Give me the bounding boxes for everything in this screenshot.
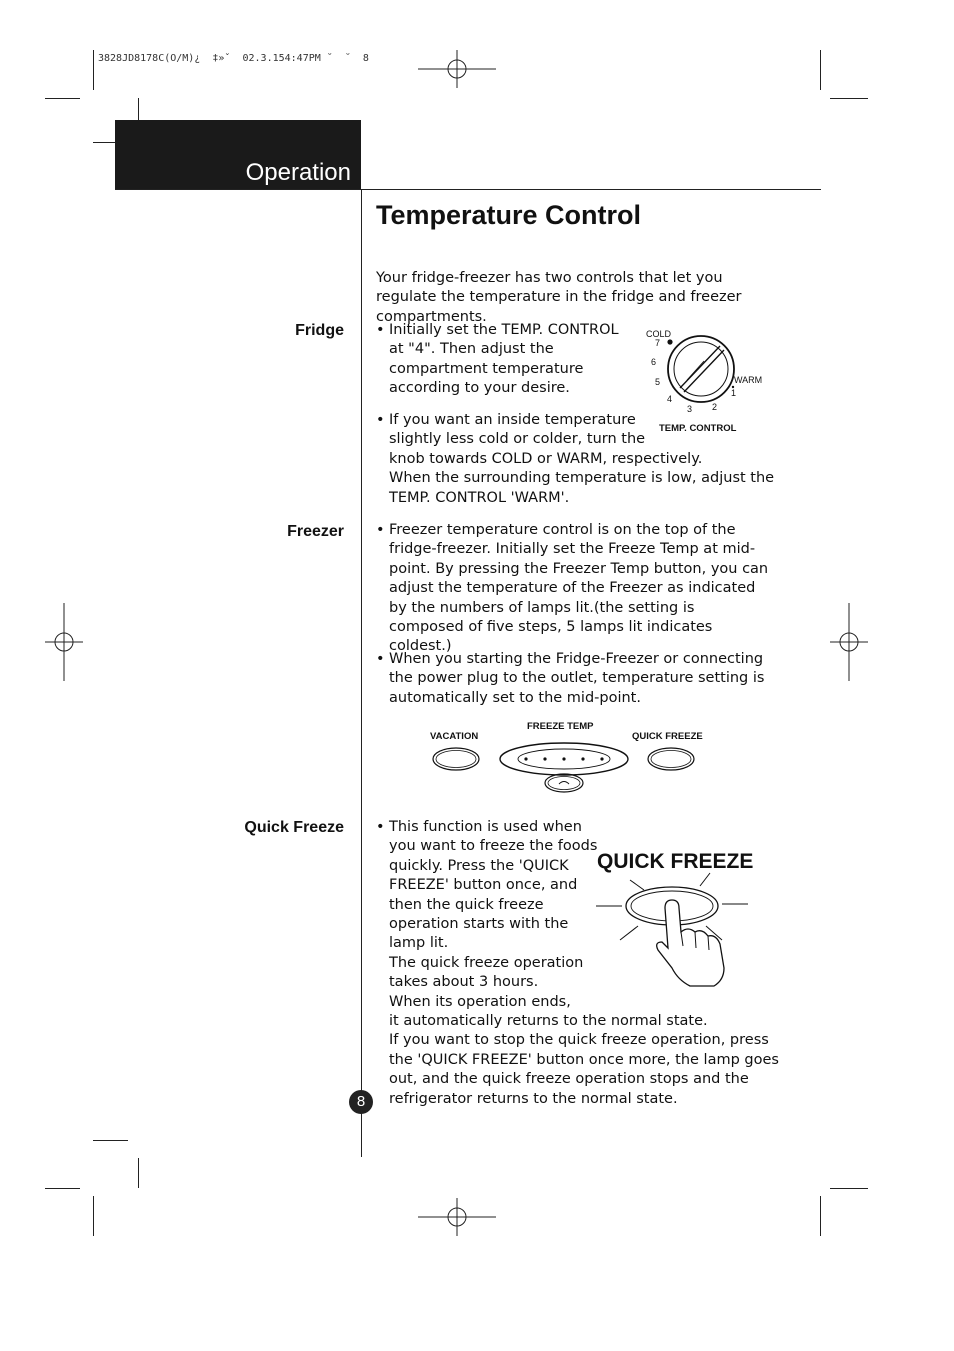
dial-number: 6 xyxy=(651,357,657,367)
print-header: 3828JD8178C(O/M)¿ ‡»ˇ 02.3.154:47PM ˘ ˘ 8 xyxy=(98,53,369,64)
registration-mark-top xyxy=(418,50,496,88)
dial-number: 5 xyxy=(655,377,661,387)
fridge-label: Fridge xyxy=(295,322,344,339)
section-title: Operation xyxy=(245,159,351,186)
quick-freeze-line: The quick freeze operation xyxy=(389,954,584,971)
freeze-temp-label: FREEZE TEMP xyxy=(527,721,594,732)
quick-freeze-line: operation starts with the xyxy=(389,916,569,933)
registration-mark-bottom xyxy=(418,1198,496,1236)
quick-freeze-line: the 'QUICK FREEZE' button once more, the lamp goes xyxy=(389,1051,779,1068)
quick-freeze-line: lamp lit. xyxy=(389,935,449,952)
dial-caption: TEMP. CONTROL xyxy=(659,423,737,434)
quick-freeze-line: refrigerator returns to the normal state. xyxy=(389,1090,678,1107)
dial-number: 1 xyxy=(731,388,737,398)
quick-freeze-line: you want to freeze the foods xyxy=(389,838,598,855)
registration-mark-right xyxy=(830,603,868,681)
quick-freeze-line: it automatically returns to the normal state. xyxy=(389,1013,708,1030)
freezer-bullet-1: • Freezer temperature control is on the top of the fridge-freezer. Initially set the Freeze Temp at mid-point. By pressing the Freezer Temp button, you can adjust the temperature of the Freezer as indicated by the numbers of lamps lit.(the setting is composed of five steps, 5 lamps lit indicates coldest.) xyxy=(376,521,773,657)
freezer-panel-graphic xyxy=(428,738,718,796)
intro-text: Your fridge-freezer has two controls that let you regulate the temperature in the fridge and freezer compartments. xyxy=(376,270,742,325)
fridge-bullet-2-line: slightly less cold or colder, turn the xyxy=(389,431,646,448)
dial-warm-label: WARM xyxy=(734,375,763,385)
fridge-bullet-2-line: When the surrounding temperature is low, adjust the xyxy=(389,470,775,487)
quick-freeze-line: quickly. Press the 'QUICK xyxy=(389,857,569,874)
quick-freeze-line: takes about 3 hours. xyxy=(389,974,539,991)
quick-freeze-line: When its operation ends, xyxy=(389,993,571,1010)
dial-number: 4 xyxy=(667,394,673,404)
column-divider xyxy=(361,189,362,1157)
dial-number: 7 xyxy=(655,338,661,348)
quick-freeze-line: • This function is used when xyxy=(389,819,582,835)
fridge-bullet-2-line: TEMP. CONTROL 'WARM'. xyxy=(389,489,570,506)
dial-number: 3 xyxy=(687,404,693,414)
dial-number: 2 xyxy=(712,402,718,412)
freezer-bullet-2: • When you starting the Fridge-Freezer or connecting the power plug to the outlet, temperature setting is automatically set to the mid-point. xyxy=(376,650,773,708)
fridge-bullet-1: • Initially set the TEMP. CONTROL at "4". Then adjust the compartment temperature according to your desire. xyxy=(376,321,621,399)
quick-freeze-line: FREEZE' button once, and xyxy=(389,877,578,894)
fridge-bullet-2-line: knob towards COLD or WARM, respectively. xyxy=(389,450,703,467)
quick-freeze-line: If you want to stop the quick freeze operation, press xyxy=(389,1032,769,1049)
dial-cold-label: COLD xyxy=(646,329,672,339)
freeze-lamps xyxy=(524,757,603,760)
quick-freeze-panel-label: QUICK FREEZE xyxy=(632,731,703,742)
quick-freeze-heading: QUICK FREEZE xyxy=(597,850,754,873)
freezer-label: Freezer xyxy=(287,523,344,540)
section-header-block xyxy=(115,120,361,189)
quick-freeze-line: then the quick freeze xyxy=(389,896,544,913)
finger-pressing-button-icon xyxy=(592,868,752,990)
header-rule xyxy=(115,189,821,190)
registration-mark-left xyxy=(45,603,83,681)
vacation-label: VACATION xyxy=(430,731,479,742)
page-title: Temperature Control xyxy=(376,200,642,230)
quick-freeze-label: Quick Freeze xyxy=(244,819,344,836)
page-number: 8 xyxy=(349,1090,373,1114)
fridge-bullet-2-line: • If you want an inside temperature xyxy=(389,412,636,428)
quick-freeze-line: out, and the quick freeze operation stops and the xyxy=(389,1071,749,1088)
